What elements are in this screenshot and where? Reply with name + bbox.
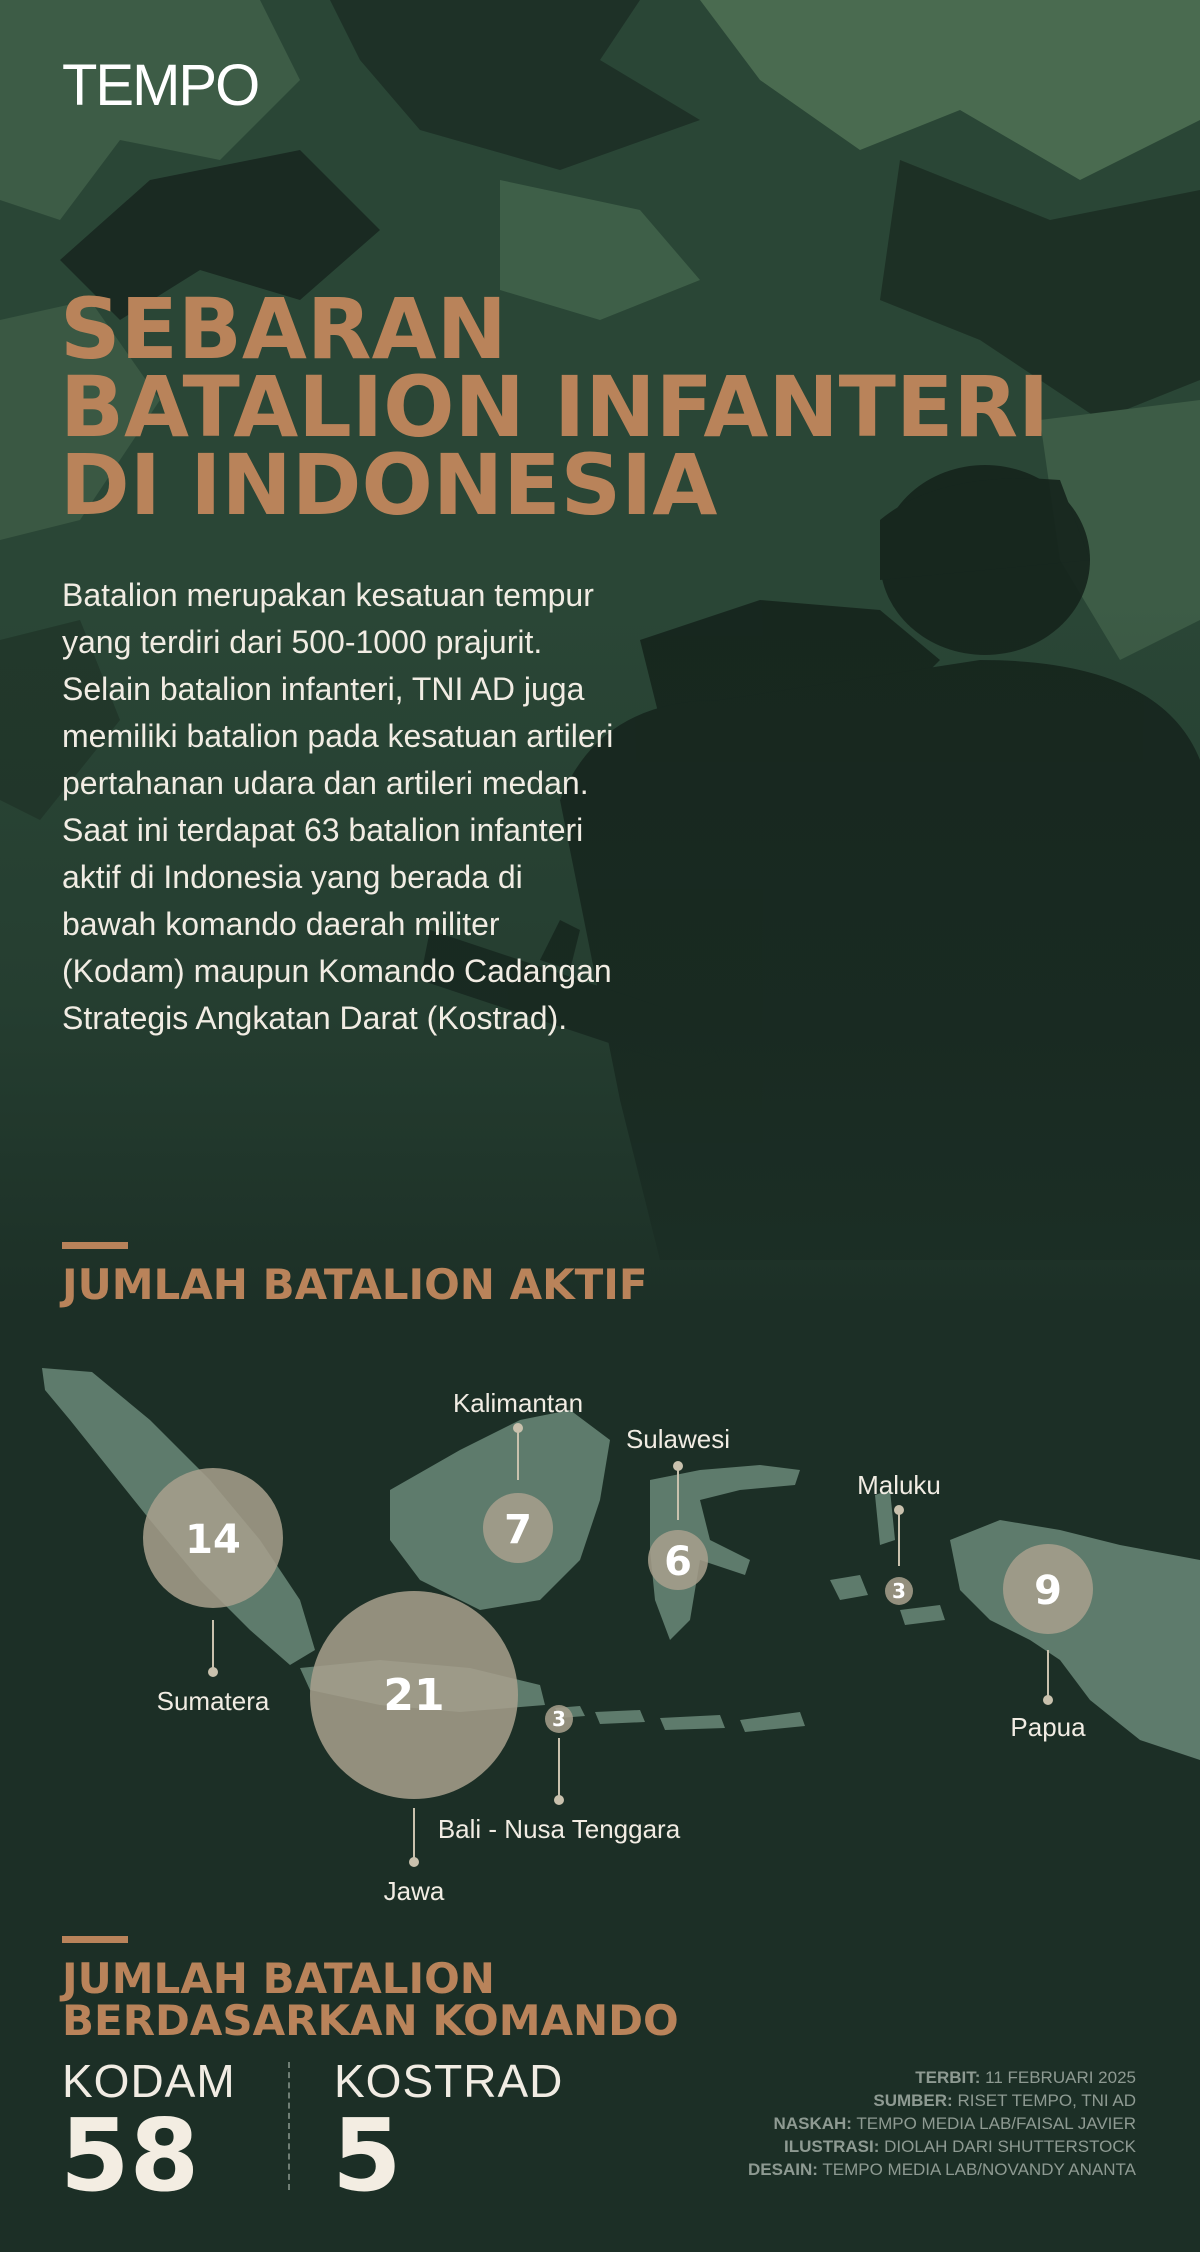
value-kalimantan: 7 [504, 1507, 532, 1553]
credit-writer: NASKAH: TEMPO MEDIA LAB/FAISAL JAVIER [773, 2114, 1136, 2133]
section-accent-bar [62, 1242, 128, 1249]
credits [748, 2066, 1136, 2181]
title-line-1: SEBARAN [60, 280, 507, 378]
value-sumatera: 14 [185, 1517, 241, 1563]
tempo-logo: TEMPO [62, 53, 259, 118]
section2-title-line-1: JUMLAH BATALION [62, 1954, 495, 2003]
section-accent-bar-2 [62, 1936, 128, 1943]
value-papua: 9 [1034, 1568, 1062, 1614]
command-divider [288, 2062, 290, 2190]
label-papua: Papua [1010, 1712, 1086, 1742]
value-maluku: 3 [892, 1579, 906, 1603]
intro-paragraph: Batalion merupakan kesatuan tempur yang terdiri dari 500-1000 prajurit. Selain batalion infanteri, TNI AD juga memiliki batalion pada kesatuan artileri pertahanan udara dan artileri medan. Saat ini terdapat 63 batalion infanteri aktif di Indonesia yang berada di bawah komando daerah militer (Kodam) maupun Komando Cadangan Strategis Angkatan Darat (Kostrad). [62, 577, 614, 1036]
page-title [60, 280, 1160, 534]
title-line-3: DI INDONESIA [60, 436, 718, 534]
kodam-label: KODAM [62, 2055, 236, 2107]
credit-illustration: ILUSTRASI: DIOLAH DARI SHUTTERSTOCK [783, 2137, 1136, 2156]
value-bali-nusa-tenggara: 3 [552, 1707, 566, 1731]
value-jawa: 21 [383, 1670, 445, 1721]
section2-title-line-2: BERDASARKAN KOMANDO [62, 1996, 679, 2045]
value-sulawesi: 6 [664, 1539, 692, 1585]
kodam-value: 58 [60, 2097, 200, 2214]
indonesia-map [0, 1340, 1200, 1940]
label-jawa: Jawa [383, 1876, 445, 1906]
credit-source: SUMBER: RISET TEMPO, TNI AD [873, 2091, 1136, 2110]
credit-design: DESAIN: TEMPO MEDIA LAB/NOVANDY ANANTA [748, 2160, 1136, 2179]
label-kalimantan: Kalimantan [452, 1388, 584, 1418]
kostrad-label: KOSTRAD [334, 2055, 564, 2107]
label-sumatera: Sumatera [156, 1686, 270, 1716]
kostrad-value: 5 [332, 2097, 402, 2214]
section-title-by-command [62, 1954, 679, 2045]
section-title-active-battalions: JUMLAH BATALION AKTIF [62, 1260, 648, 1309]
title-line-2: BATALION INFANTERI [60, 358, 1050, 456]
label-maluku: Maluku [857, 1470, 941, 1500]
credit-published: TERBIT: 11 FEBRUARI 2025 [915, 2068, 1136, 2087]
label-sulawesi: Sulawesi [625, 1424, 731, 1454]
label-bali-nusa-tenggara: Bali - Nusa Tenggara [437, 1814, 681, 1844]
